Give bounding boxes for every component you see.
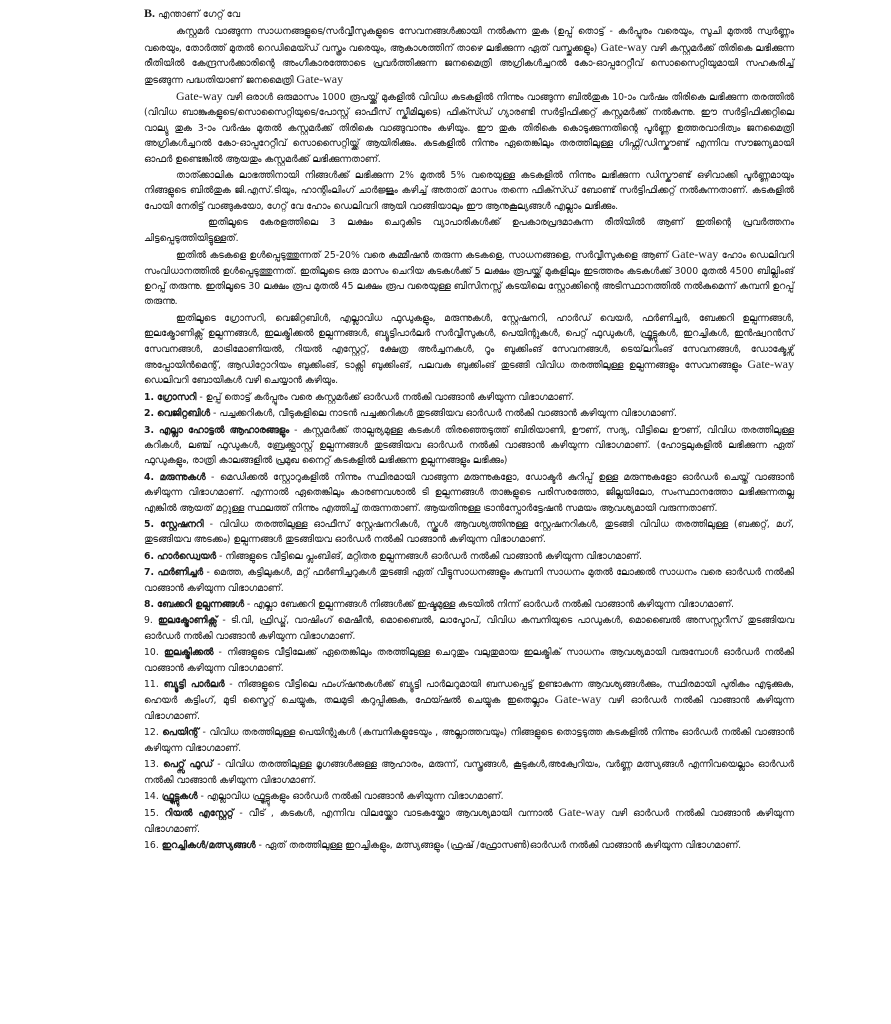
gateway-term: Gate-way [558,805,606,820]
item-text: എല്ലാ ബേക്കറി ഉല്പന്നങ്ങൾ നിങ്ങൾക്ക് ഇഷ്ടമുള്ള കടയിൽ നിന്ന് ഓർഡർ നൽകി വാങ്ങാൻ കഴിയുന്ന വിഭാഗമാണ്. [253,599,734,611]
item-number: 13. [144,759,159,771]
item-number: 3. [144,424,155,436]
list-item [144,805,794,837]
item-separator: - [216,550,226,562]
item-text: മെഡിക്കൽ സ്റ്റോറുകളിൽ നിന്നും സ്ഥിരമായി വാങ്ങുന്ന മരുന്നുകളോ, ഡോക്ടർ കുറിപ്പ് ഉള്ള മരുന്നുകളോ ഓർഡർ ചെയ്ത് വാങ്ങാൻ കഴിയുന്ന വിഭാഗമാണ്. എന്നാൽ ഏതെങ്കിലും കാരണവശാൽ ടി ഉല്പന്നങ്ങൾ താങ്കളുടെ പരിസരത്തോ, ജില്ലയിലോ, സംസ്ഥാനത്തോ ലഭിക്കുന്നതല്ല എങ്കിൽ ആയത് മറ്റുള്ള സ്ഥലത്ത് നിന്നും എത്തിച്ച് തരുന്നതാണ്. ആയതിനുള്ള ട്രാൻസ്പോർട്ടേഷൻ സമയം ആവശ്യമായി വരുന്നതാണ്. [144,471,794,514]
list-item [144,789,794,804]
item-number: 14. [144,790,159,802]
item-title: ഇലക്ട്രിക്കൽ [163,647,214,659]
item-number: 7. [144,567,155,579]
paragraph-text: ഹോം ഡെലിവറി സംവിധാനത്തിൽ ഉൾപ്പെടുത്തുന്നത്. ഇതിലൂടെ ഒരു മാസം ചെറിയ കടകൾക്ക് 5 ലക്ഷം രൂപയ്ക്ക് മുകളിലും ഇടത്തരം കടകൾക്ക് 3000 മുതൽ 4500 ബില്ലിംങ് ഉറപ്പ് തരുന്നു. ഇതിലൂടെ 30 ലക്ഷം രൂപ മുതൽ 45 ലക്ഷം രൂപ വരെയുള്ള ബിസിനസ്സ് കടയിലെ സ്റ്റോക്കിന്റെ അടിസ്ഥാനത്തിൽ നൽകുമെന്ന് കമ്പനി ഉറപ്പ് തരുന്നു. [144,250,794,308]
item-number: 10. [144,647,159,659]
item-separator: - [197,790,207,802]
item-title: ഇലക്ട്രോണിക്സ് [157,615,218,627]
paragraph-intro [144,24,794,88]
list-item [144,677,794,724]
item-separator: - [198,727,210,739]
item-separator: - [205,471,220,483]
item-title: ഹാർഡ്വെയർ [156,550,216,562]
list-item [144,406,794,421]
list-item [144,470,794,516]
item-title: എല്ലാ ഹോട്ടൽ ആഹാരങ്ങളും [158,424,290,436]
item-text: വീട് , കടകൾ, എന്നിവ വിലയ്ക്കോ വാടകയ്ക്കോ ആവശ്യമായി വന്നാൽ [248,808,559,820]
paragraph-services [144,311,794,389]
paragraph-text: ഇതിൽ കടകളെ ഉൾപ്പെടുത്തുന്നത് 25-20% വരെ കമ്മീഷൻ തരുന്ന കടകളെ, സാധനങ്ങളെ, സർവ്വീസുകളെ ആണ് [176,250,672,262]
item-separator: - [203,519,220,530]
section-title: എന്താണ് ഗേറ്റ് വേ [158,9,241,20]
item-separator: - [196,391,206,403]
list-item [144,613,794,644]
paragraph-discount: താത്ക്കാലിക ലാഭത്തിനായി നിങ്ങൾക്ക് ലഭിക്കുന്ന 2% മുതൽ 5% വരെയുള്ള കടകളിൽ നിന്നും ലഭിക്കുന്ന ഡിസ്കൗണ്ട് ഒഴിവാക്കി പൂർണ്ണമായും നിങ്ങളുടെ ബിൽതുക ജി.എസ്.ടിയും, ഹാന്റിംലിംഗ് ചാർജ്ജും കഴിച്ച് അതാത് മാസം തന്നെ ഫിക്സ്ഡ് ബോണ്ട് സർട്ടിഫിക്കറ്റ് നൽകുന്നതാണ്. കടകളിൽ പോയി നേരിട്ട് വാങ്ങുകയോ, ഗേറ്റ് വേ ഹോം ഡെലിവറി ആയി വാങ്ങിയാലും ഈ ആനുകൂല്യങ്ങൾ എല്ലാം ലഭിക്കും. [144,170,794,212]
item-text: ഉപ്പ് തൊട്ട് കർപ്പൂരം വരെ കസ്റ്റമർക്ക് ഓർഡർ നൽകി വാങ്ങാൻ കഴിയുന്ന വിഭാഗമാണ്. [205,391,575,403]
gateway-term: Gate-way [600,39,648,54]
item-text: കസ്റ്റമർക്ക് താല്പര്യമുള്ള കടകൾ തിരഞ്ഞെടുത്ത് ബിരിയാണി, ഊണ്, സദ്യ, വീട്ടിലെ ഊണ്, വിവിധ തരത്തിലുള്ള കറികൾ, ലഞ്ച് ഫുഡുകൾ, ബ്രേക്ക്ഫാസ്റ്റ് ഉല്പന്നങ്ങൾ തുടങ്ങിയവ ഓർഡർ നൽകി വാങ്ങാൻ കഴിയുന്ന വിഭാഗമാണ്. (ഹോട്ടലുകളിൽ ലഭിക്കുന്ന ഏത് ഫുഡുകളും, രാത്രി കാലങ്ങളിൽ പ്രമുഖ നൈറ്റ് കടകളിൽ ലഭിക്കുന്ന ഉല്പന്നങ്ങളും ലഭിക്കും) [144,424,794,467]
list-item [144,597,794,612]
item-number: 11. [144,679,159,691]
item-separator: - [209,408,220,420]
list-item [144,645,794,676]
item-text: ടി.വി, ഫ്രിഡ്ജ്, വാഷിംഗ് മെഷീൻ, മൊബൈൽ, ലാപ്ടോപ്, വിവിധ കമ്പനിയുടെ പാഡുകൾ, മൊബൈൽ അസസ്സറീസ് തുടങ്ങിയവ ഓർഡർ നൽകി വാങ്ങാൻ കഴിയുന്ന വിഭാഗമാണ്. [144,615,794,642]
item-number: 16. [144,840,159,852]
item-title: മരുന്നുകൾ [159,471,206,483]
item-title: ബ്യൂട്ടി പാർലർ [163,679,225,691]
gateway-term: Gate-way [554,692,602,707]
item-number: 12. [144,727,159,739]
item-text: നിങ്ങളുടെ വീട്ടിലേക്ക് ഏതെങ്കിലും തരത്തിലുള്ള ചെറുതും വലുതുമായ ഇലക്ട്രിക് സാധനം ആവശ്യമായി വരുമ്പോൾ ഓർഡർ നൽകി വാങ്ങാൻ കഴിയുന്ന വിഭാഗമാണ്. [144,647,794,674]
item-separator: - [203,567,214,579]
item-number: 1. [144,391,155,403]
item-separator: - [233,808,249,820]
item-title: പെറ്റ്സ് ഫുഡ് [163,759,213,771]
paragraph-text: ഡെലിവറി ബോയികൾ വഴി ചെയ്യാൻ കഴിയും. [144,375,339,387]
gateway-term: Gate-way [176,89,223,104]
paragraph-text: കസ്റ്റമർ വാങ്ങുന്ന സാധനങ്ങളുടെ/സർവ്വീസുകളുടെ സേവനങ്ങൾക്കായി നൽകുന്ന തുക (ഉപ്പ് തൊട്ട് - കർപ്പൂരം വരെയും, സൂചി മുതൽ സ്വർണ്ണം വരെയും, തോർത്ത് മുതൽ റെഡിമെയ്ഡ് വസ്ത്രം വരെയും, ആകാശത്തിന് താഴെ ലഭിക്കുന്ന ഏത് വസ്തുക്കളും) [144,26,794,54]
item-separator: - [243,599,254,611]
document-page [144,6,794,855]
item-separator: - [224,679,238,691]
section-letter: B. [144,6,156,20]
item-title: വെജിറ്റബിൾ [156,408,210,420]
list-item [144,757,794,788]
item-title: ഫ്രൂട്ട്സുകൾ [161,790,198,802]
list-item [144,838,794,853]
list-item [144,565,794,596]
gateway-term: Gate-way [747,356,794,371]
paragraph-text: ഇതിലൂടെ ഗ്രോസറി, വെജിറ്റബിൾ, എല്ലാവിധ ഫുഡുകളും, മരുന്നുകൾ, സ്റ്റേഷനറി, ഹാർഡ് വെയർ, ഫർണിച്ചർ, ബേക്കറി ഉല്പന്നങ്ങൾ, ഇലക്ട്രോണിക്സ് ഉല്പന്നങ്ങൾ, ഇലക്ട്രിക്കൽ ഉല്പന്നങ്ങൾ, ബ്യൂട്ടിപാർലർ സർവ്വീസുകൾ, പെയിന്റുകൾ, പെറ്റ് ഫുഡുകൾ, ഫ്രൂട്ട്സുകൾ, ഇറച്ചികൾ, ഇൻഷ്വറൻസ് സേവനങ്ങൾ, മാട്രിമോണിയൽ, റിയൽ എസ്റ്റേറ്റ്, ക്ഷേത്ര അർച്ചനകൾ, റൂം ബുക്കിംങ് സേവനങ്ങൾ, ടെയ്‌ലറിംങ് സേവനങ്ങൾ, ഡോക്ടേഴ്സ് അപ്പോയിൻമെന്റ്, ആഡിറ്റോറിയം ബുക്കിംങ്, ടാക്സി ബുക്കിംങ്, പലവക ബുക്കിംങ് തുടങ്ങി വിവിധ തരത്തിലുള്ള ഉല്പന്നങ്ങളും സേവനങ്ങളും [144,312,794,371]
item-text: നിങ്ങളുടെ വീട്ടിലെ പ്ലംബിങ്, മറ്റിതര ഉല്പന്നങ്ങൾ ഓർഡർ നൽകി വാങ്ങാൻ കഴിയുന്ന വിഭാഗമാണ്. [225,550,642,562]
item-title: ബേക്കറി ഉല്പന്നങ്ങൾ [156,599,244,611]
item-text: വിവിധ തരത്തിലുള്ള ഓഫീസ് സ്റ്റേഷനറികൾ, സ്കൂൾ ആവശ്യത്തിനുള്ള സ്റ്റേഷനറികൾ, തുടങ്ങി വിവിധ തരത്തിലുള്ള (ബക്കറ്റ്, മഗ്, തുടങ്ങിയവ അടക്കം) ഉല്പന്നങ്ങൾ തുടങ്ങിയവ ഓർഡർ നൽകി വാങ്ങാൻ കഴിയുന്ന വിഭാഗമാണ്. [144,519,794,546]
item-number: 4. [144,471,155,483]
item-text: ഏത് തരത്തിലുള്ള ഇറച്ചികളും, മത്സ്യങ്ങളും (ഫ്രഷ് /ഫ്രോസൺ)ഓർഡർ നൽകി വാങ്ങാൻ കഴിയുന്ന വിഭാഗമാണ്. [264,840,742,852]
item-separator: - [255,840,265,852]
list-item [144,390,794,405]
item-title: ഇറച്ചികൾ/മത്സ്യങ്ങൾ [161,840,256,852]
paragraph-text: വഴി കസ്റ്റമർക്ക് തിരികെ ലഭിക്കുന്ന രീതിയിൽ കേന്ദ്രസർക്കാരിന്റെ അംഗീകാരത്തോടെ പ്രവർത്തിക്കുന്ന ജനമൈത്രി അഗ്രികൾച്ചറൽ കോ-ഓപ്പറേറ്റീവ് സൊസൈറ്റിയുമായി സഹകരിച്ച് തുടങ്ങുന്ന പദ്ധതിയാണ് ജനമൈത്രി [144,42,794,86]
list-item [144,517,794,548]
item-title: പെയിന്റ് [162,727,199,739]
item-separator: - [213,647,228,659]
item-text: എല്ലാവിധ ഫ്രൂട്ട്സുകളും ഓർഡർ നൽകി വാങ്ങാൻ കഴിയുന്ന വിഭാഗമാണ്. [206,790,504,802]
section-heading [144,6,794,22]
item-number: 9. [144,615,153,627]
item-title: സ്റ്റേഷനറി [160,519,204,530]
item-text: വഴി ഓർഡർ നൽകി വാങ്ങാൻ കഴിയുന്ന വിഭാഗമാണ്. [144,695,794,722]
item-number: 5. [144,519,155,530]
item-number: 8. [144,599,155,611]
gateway-term: Gate-way [671,247,719,262]
gateway-term: Gate-way [296,71,344,86]
item-text: പച്ചക്കറികൾ, വീടുകളിലെ നാടൻ പച്ചക്കറികൾ തുടങ്ങിയവ ഓർഡർ നൽകി വാങ്ങാൻ കഴിയുന്ന വിഭാഗമാണ്. [219,408,677,420]
item-separator: - [217,615,231,627]
item-number: 2. [144,408,155,420]
paragraph-commission [144,247,794,310]
paragraph-certificate [144,89,794,167]
paragraph-text: വഴി ഒരാൾ ഒരുമാസം 1000 രൂപയ്ക്ക് മുകളിൽ വിവിധ കടകളിൽ നിന്നും വാങ്ങുന്ന ബിൽതുക 10-ാം വർഷം തിരികെ ലഭിക്കുന്ന തരത്തിൽ (വിവിധ ബാങ്കുകളുടെ/സൊസൈറ്റിയുടെ/പോസ്റ്റ് ഓഫീസ് സ്കീമിലൂടെ) ഫിക്സ്ഡ് ഗ്യാരണ്ടി സർട്ടിഫിക്കറ്റ് കസ്റ്റമർക്ക് നൽകുന്നു. ഈ സർട്ടിഫിക്കറ്റിലെ വാല്യു തുക 3-ാം വർഷം മുതൽ കസ്റ്റമർക്ക് തിരികെ വാങ്ങുവാനും കഴിയും. ഈ തുക തിരികെ കൊടുക്കുന്നതിന്റെ പൂർണ്ണ ഉത്തരവാദിത്വം ജനമൈത്രി അഗ്രികൾച്ചറൽ കോ-ഓപ്പറേറ്റീവ് സൊസൈറ്റിയ്ക്ക് ആയിരിക്കും. കടകളിൽ നിന്നും ഏതെങ്കിലും തരത്തിലുള്ള ഗിഫ്റ്റ്/ഡിസ്കൗണ്ട് എന്നിവ സൗജന്യമായി ഓഫർ ഉണ്ടെങ്കിൽ ആയതും കസ്റ്റമർക്ക് ലഭിക്കുന്നതാണ്. [144,92,794,165]
paragraph-traders: ഇതിലൂടെ കേരളത്തിലെ 3 ലക്ഷം ചെറുകിട വ്യാപാരികൾക്ക് ഉപകാരപ്രദമാകുന്ന രീതിയിൽ ആണ് ഇതിന്റെ പ്രവർത്തനം ചിട്ടപ്പെടുത്തിയിട്ടുള്ളത്. [144,217,794,244]
item-number: 15. [144,808,159,820]
list-item [144,725,794,756]
item-separator: - [212,759,225,771]
item-text: വഴി ഓർഡർ നൽകി വാങ്ങാൻ കഴിയുന്ന വിഭാഗമാണ്. [144,808,794,835]
item-text: മെത്ത, കട്ടിലുകൾ, മറ്റ് ഫർണിച്ചറുകൾ തുടങ്ങി ഏത് വീട്ടുസാധനങ്ങളും കമ്പനി സാധനം മുതൽ ലോക്കൽ സാധനം വരെ ഓർഡർ നൽകി വാങ്ങാൻ കഴിയുന്ന വിഭാഗമാണ്. [144,567,795,594]
item-title: ഫർണിച്ചർ [157,567,204,579]
item-title: ഗ്രോസറി [156,391,197,403]
item-text: നിങ്ങളുടെ വീട്ടിലെ ഫംഗ്ഷനുകൾക്ക് ബ്യൂട്ടി പാർലറുമായി ബന്ധപ്പെട്ട് ഉണ്ടാകുന്ന ആവശ്യങ്ങൾക്കും, സ്ഥിരമായി പുരികം എടുക്കുക, ഹെയർ കട്ടിംഗ്, മുടി സ്ട്രൈറ്റ് ചെയ്യുക, തലമുടി കറുപ്പിക്കുക, ഫേയ്ഷൽ ചെയ്യുക ഇതെല്ലാം [144,679,795,707]
item-separator: - [289,424,303,436]
item-number: 6. [144,550,155,562]
list-item [144,549,794,564]
item-text: വിവിധ തരത്തിലുള്ള മൃഗങ്ങൾക്കുള്ള ആഹാരം, മരുന്ന്, വസ്ത്രങ്ങൾ, കൂടുകൾ,അക്വേറിയം, വർണ്ണ മത്സ്യങ്ങൾ എന്നിവയെല്ലാം ഓർഡർ നൽകി വാങ്ങാൻ കഴിയുന്ന വിഭാഗമാണ്. [144,759,794,786]
item-title: റിയൽ എസ്റ്റേറ്റ് [164,808,234,820]
item-text: വിവിധ തരത്തിലുള്ള പെയിന്റുകൾ (കമ്പനികളുടേയും , അല്ലാത്തവയും) നിങ്ങളുടെ തൊട്ടടുത്ത കടകളിൽ നിന്നും ഓർഡർ നൽകി വാങ്ങാൻ കഴിയുന്ന വിഭാഗമാണ്. [144,727,794,754]
category-list [144,390,794,854]
list-item [144,423,794,469]
